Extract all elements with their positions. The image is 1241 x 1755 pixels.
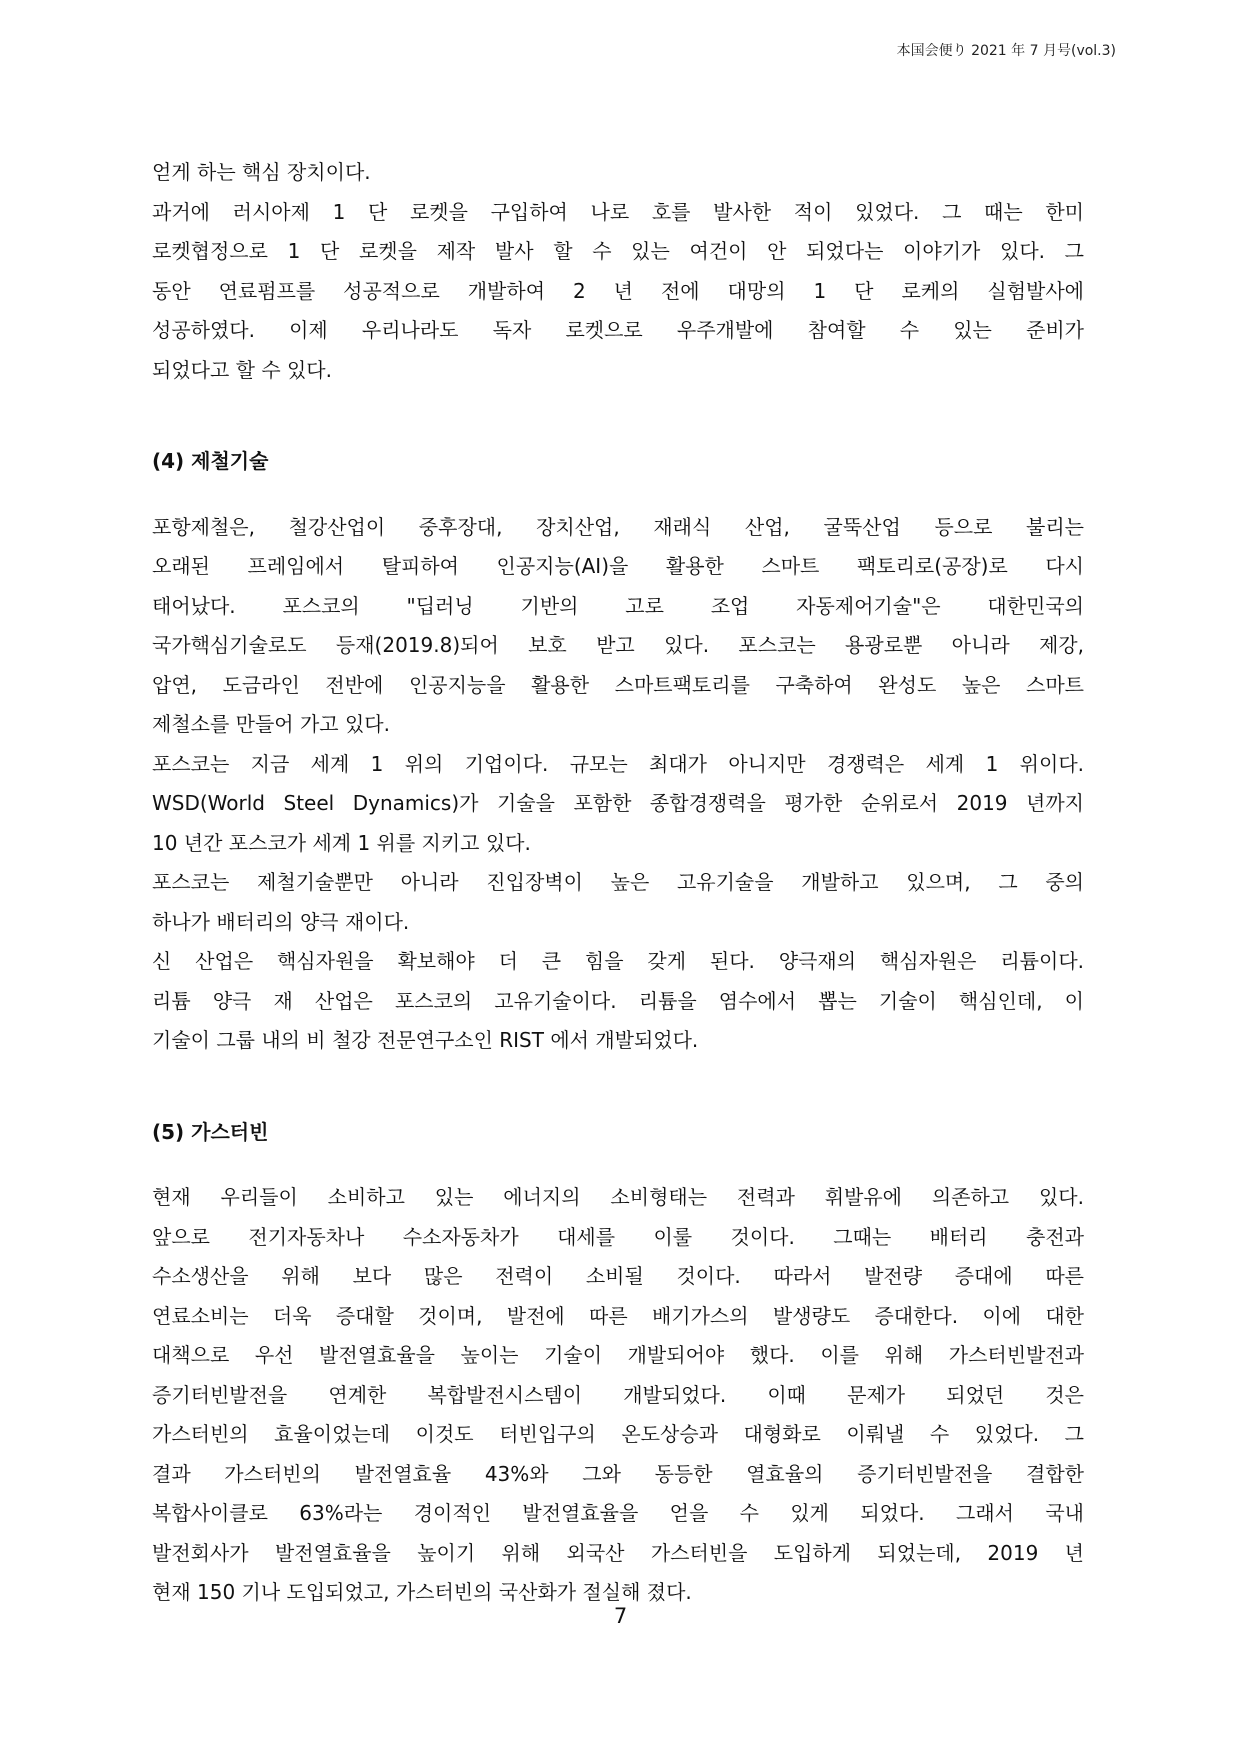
section4-line: 태어났다. 포스코의 "딥러닝 기반의 고로 조업 자동제어기술"은 대한민국의 [152,593,1084,618]
spacer [152,1152,1084,1178]
intro-line: 성공하였다. 이제 우리나라도 독자 로켓으로 우주개발에 참여할 수 있는 준비가 [152,318,1084,342]
section5-line: 가스터빈의 효율이었는데 이것도 터빈입구의 온도상승과 대형화로 이뤄낼 수 있었다. 그 [152,1422,1084,1446]
section4-line: 신 산업은 핵심자원을 확보해야 더 큰 힘을 갖게 된다. 양극재의 핵심자원은 리튬이다. [152,949,1084,973]
section5-line: 앞으로 전기자동차나 수소자동차가 대세를 이룰 것이다. 그때는 배터리 충전과 [152,1224,1084,1249]
section4-line: 제철소를 만들어 가고 있다. [152,712,390,736]
section5-line: 결과 가스터빈의 발전열효율 43%와 그와 동등한 열효율의 증기터빈발전을 결합한 [152,1461,1084,1486]
section4-line: 오래된 프레임에서 탈피하여 인공지능(AI)을 활용한 스마트 팩토리로(공장)로 다시 [152,554,1084,578]
intro-line: 되었다고 할 수 있다. [152,357,332,382]
section4-line: WSD(World Steel Dynamics)가 기술을 포함한 종합경쟁력을 평가한 순위로서 2019 년까지 [152,791,1084,815]
section5-line: 현재 우리들이 소비하고 있는 에너지의 소비형태는 전력과 휘발유에 의존하고 있다. [152,1185,1084,1209]
intro-line: 과거에 러시아제 1 단 로켓을 구입하여 나로 호를 발사한 적이 있었다. 그 때는 한미 [152,199,1084,224]
section-heading-steel: (4) 제철기술 [152,449,269,473]
document-body [152,153,1084,1613]
page-header: 本国会便り 2021 年 7 月号(vol.3) [896,43,1116,59]
section4-line: 국가핵심기술로도 등재(2019.8)되어 보호 받고 있다. 포스코는 용광로뿐 아니라 제강, [152,633,1084,657]
section5-line: 현재 150 기나 도입되었고, 가스터빈의 국산화가 절실해 졌다. [152,1580,692,1604]
spacer [152,416,1084,442]
spacer [152,1087,1084,1113]
intro-line: 얻게 하는 핵심 장치이다. [152,160,371,184]
section4-line: 포스코는 지금 세계 1 위의 기업이다. 규모는 최대가 아니지만 경쟁력은 세계 1 위이다. [152,751,1084,776]
spacer [152,482,1084,508]
section4-line: 포항제철은, 철강산업이 중후장대, 장치산업, 재래식 산업, 굴뚝산업 등으로 불리는 [152,514,1084,539]
section4-line: 10 년간 포스코가 세계 1 위를 지키고 있다. [152,830,531,855]
section-heading-gas-turbine: (5) 가스터빈 [152,1119,269,1144]
section4-line: 포스코는 제철기술뿐만 아니라 진입장벽이 높은 고유기술을 개발하고 있으며, 그 중의 [152,870,1084,894]
page-number: 7 [613,1604,628,1628]
section5-line: 증기터빈발전을 연계한 복합발전시스템이 개발되었다. 이때 문제가 되었던 것은 [152,1382,1084,1407]
section5-line: 복합사이클로 63%라는 경이적인 발전열효율을 얻을 수 있게 되었다. 그래서 국내 [152,1501,1084,1525]
section4-line: 하나가 배터리의 양극 재이다. [152,909,410,934]
section5-line: 발전회사가 발전열효율을 높이기 위해 외국산 가스터빈을 도입하게 되었는데, 2019 년 [152,1540,1084,1565]
intro-line: 동안 연료펌프를 성공적으로 개발하여 2 년 전에 대망의 1 단 로케의 실험발사에 [152,278,1084,303]
spacer [152,1061,1084,1087]
section5-line: 연료소비는 더욱 증대할 것이며, 발전에 따른 배기가스의 발생량도 증대한다. 이에 대한 [152,1303,1084,1328]
section4-line: 리튬 양극 재 산업은 포스코의 고유기술이다. 리튬을 염수에서 뽑는 기술이 핵심인데, 이 [152,988,1084,1013]
spacer [152,390,1084,416]
section4-line: 압연, 도금라인 전반에 인공지능을 활용한 스마트팩토리를 구축하여 완성도 높은 스마트 [152,672,1084,697]
intro-line: 로켓협정으로 1 단 로켓을 제작 발사 할 수 있는 여건이 안 되었다는 이야기가 있다. 그 [152,239,1084,263]
section4-line: 기술이 그룹 내의 비 철강 전문연구소인 RIST 에서 개발되었다. [152,1028,699,1052]
section5-line: 대책으로 우선 발전열효율을 높이는 기술이 개발되어야 했다. 이를 위해 가스터빈발전과 [152,1343,1084,1367]
section5-line: 수소생산을 위해 보다 많은 전력이 소비될 것이다. 따라서 발전량 증대에 따른 [152,1264,1084,1288]
